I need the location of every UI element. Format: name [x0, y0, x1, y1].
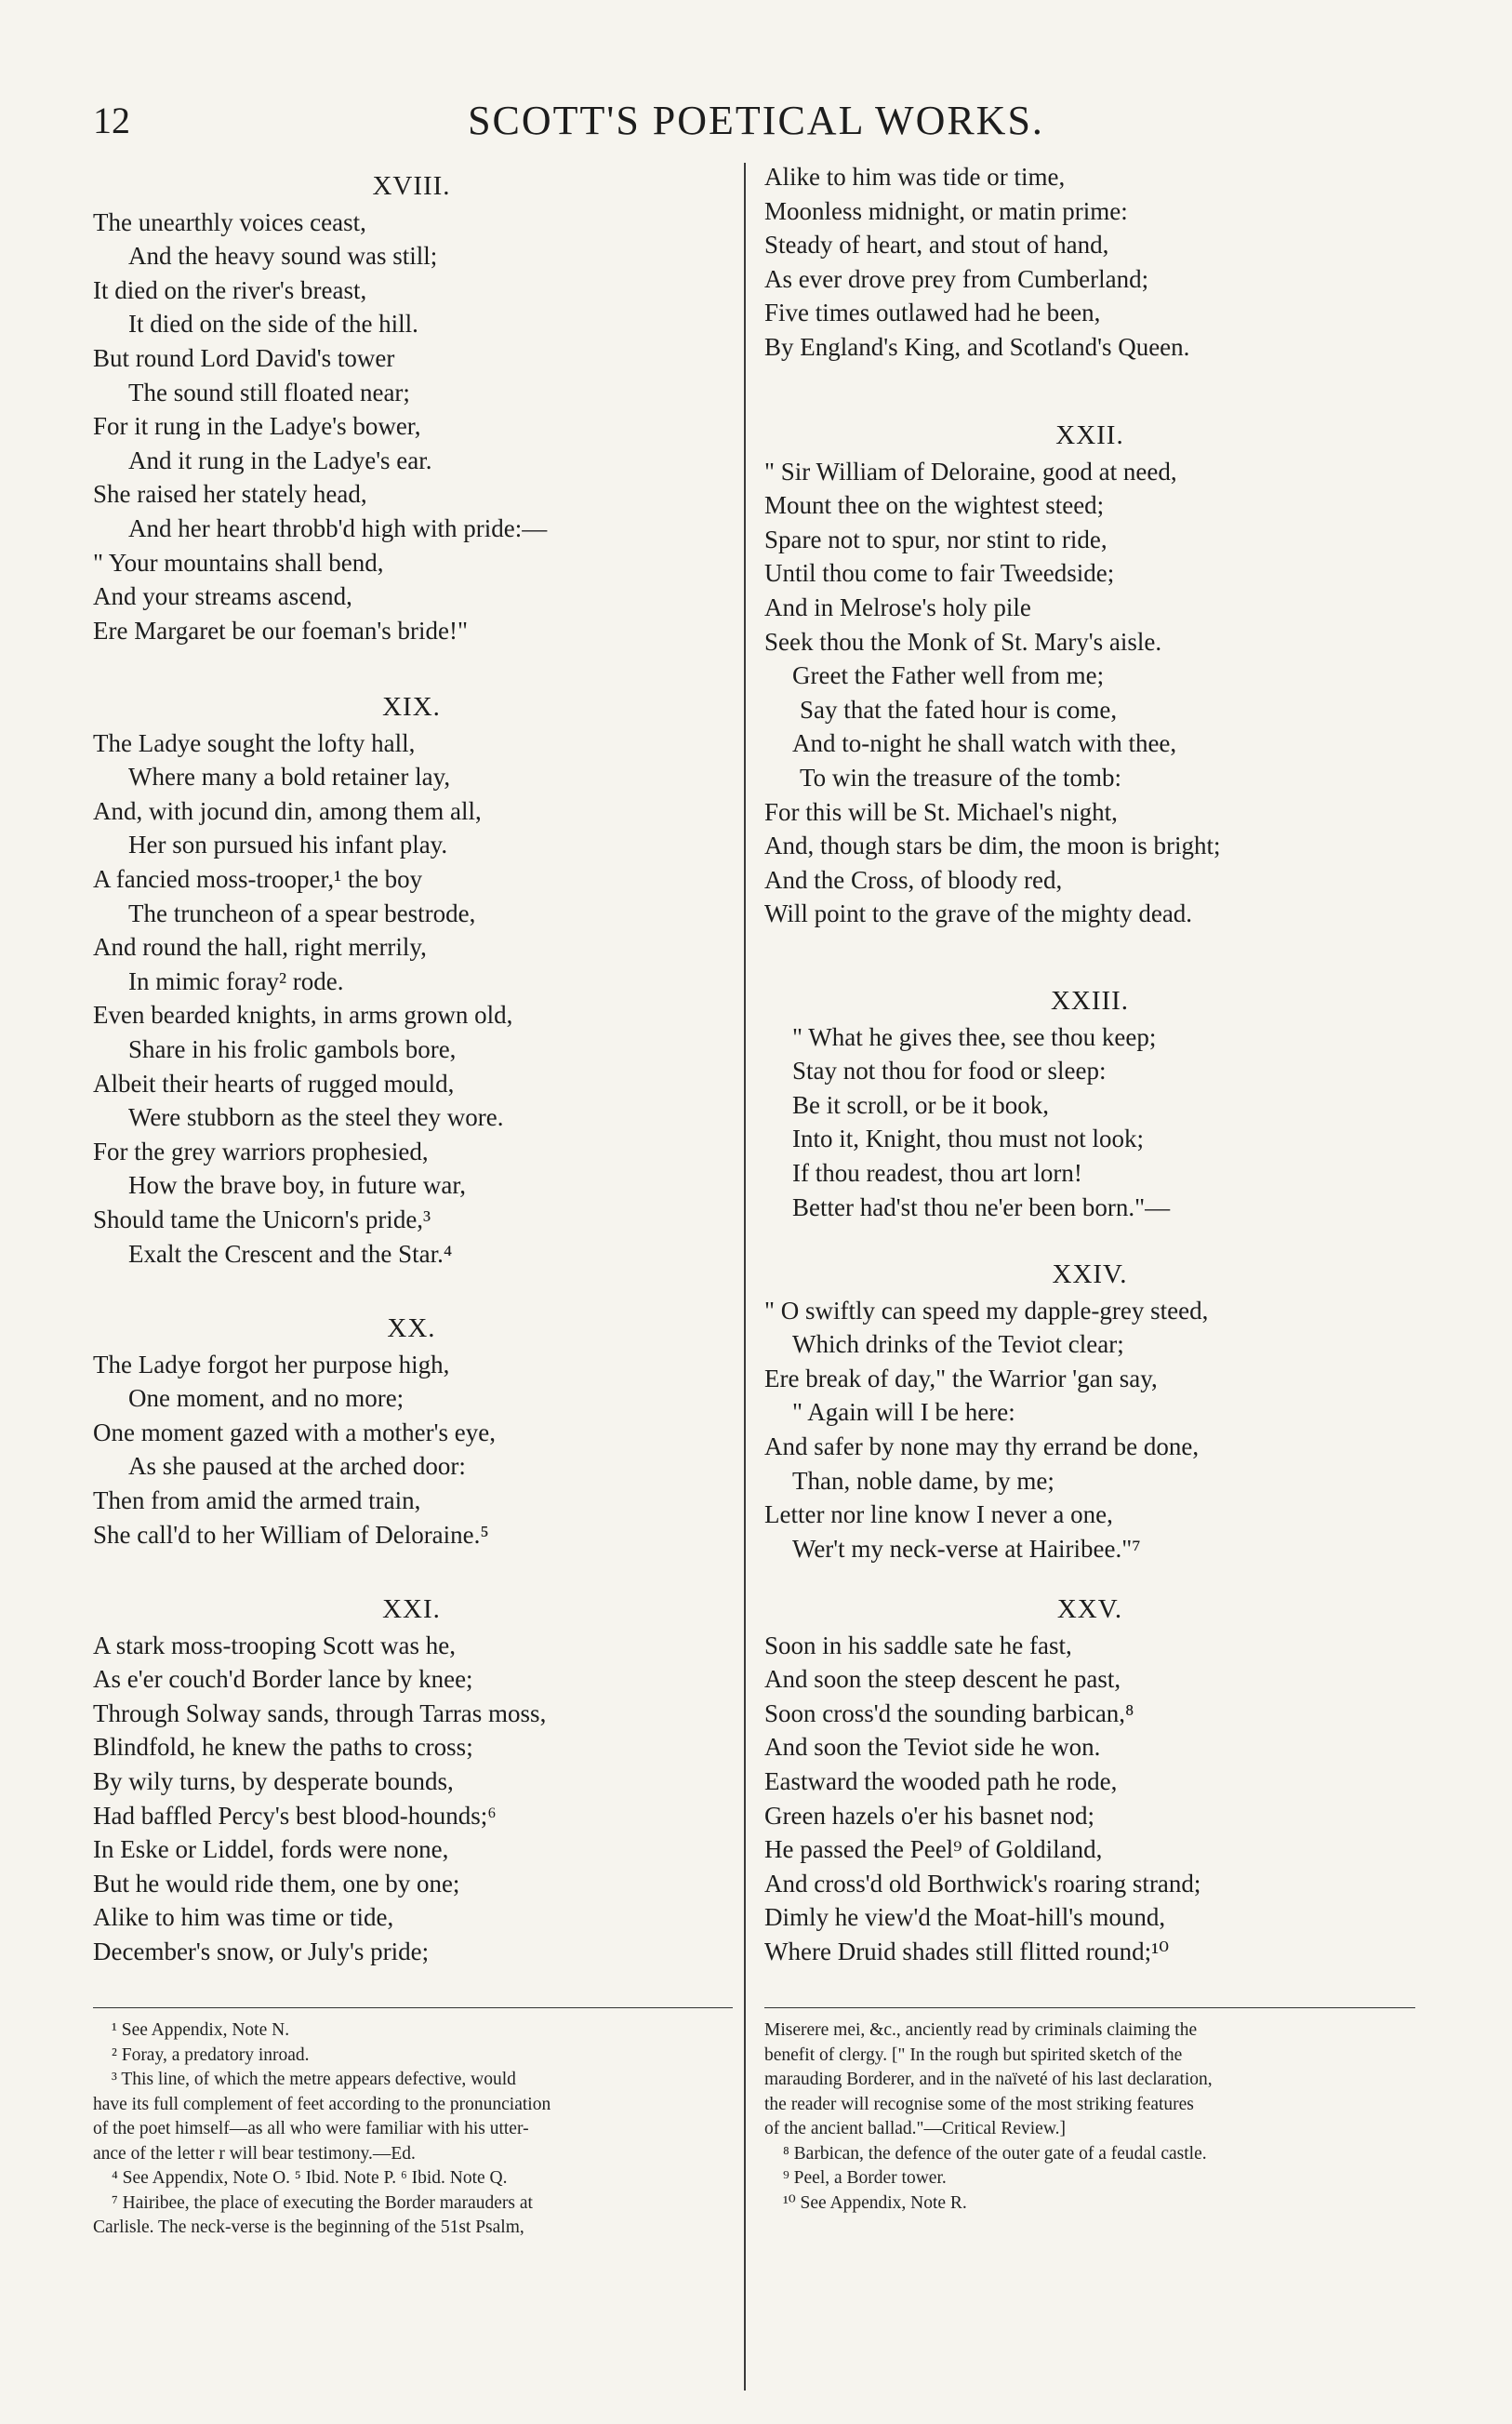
- page-number: 12: [93, 100, 130, 141]
- footnote-line: ⁷ Hairibee, the place of executing the Border marauders at: [112, 2192, 533, 2213]
- footnote-line: ¹⁰ See Appendix, Note R.: [783, 2192, 967, 2213]
- verse-line: Share in his frolic gambols bore,: [128, 1034, 457, 1063]
- verse-line: To win the treasure of the tomb:: [800, 763, 1122, 792]
- verse-line: And to-night he shall watch with thee,: [792, 729, 1177, 758]
- verse-line: Which drinks of the Teviot clear;: [792, 1330, 1124, 1359]
- verse-line: Into it, Knight, thou must not look;: [792, 1125, 1145, 1153]
- verse-line: And, though stars be dim, the moon is bright;: [764, 832, 1221, 860]
- verse-line: Better had'st thou ne'er been born."—: [792, 1192, 1171, 1221]
- verse-line: Be it scroll, or be it book,: [792, 1090, 1049, 1119]
- verse-line: Dimly he view'd the Moat-hill's mound,: [764, 1903, 1166, 1932]
- verse-line: Blindfold, he knew the paths to cross;: [93, 1733, 473, 1762]
- verse-line: Where many a bold retainer lay,: [128, 763, 451, 792]
- verse-line: Soon in his saddle sate he fast,: [764, 1631, 1072, 1659]
- verse-line: Exalt the Crescent and the Star.⁴: [128, 1239, 453, 1268]
- verse-line: In mimic foray² rode.: [128, 966, 344, 995]
- verse-line: Steady of heart, and stout of hand,: [764, 231, 1109, 260]
- stanza-number: XXV.: [1056, 1594, 1123, 1624]
- stanza-number: XXIV.: [1052, 1259, 1128, 1289]
- footnote-line: ² Foray, a predatory inroad.: [112, 2044, 310, 2065]
- verse-line: And the heavy sound was still;: [128, 242, 438, 271]
- stanza: [764, 1258, 1415, 1565]
- verse-line: Albeit their hearts of rugged mould,: [93, 1069, 455, 1098]
- verse-line: And her heart throbb'd high with pride:—: [128, 513, 548, 542]
- verse-line: Her son pursued his infant play.: [128, 831, 448, 859]
- verse-line: Spare not to spur, nor stint to ride,: [764, 525, 1107, 553]
- verse-line: A fancied moss-trooper,¹ the boy: [93, 864, 423, 893]
- verse-line: And the Cross, of bloody red,: [764, 865, 1063, 894]
- footnote-line: the reader will recognise some of the most striking features: [764, 2094, 1194, 2114]
- verse-line: As she paused at the arched door:: [128, 1452, 466, 1481]
- footnote-line: ⁹ Peel, a Border tower.: [783, 2168, 947, 2188]
- footnote-line: of the ancient ballad."—Critical Review.]: [764, 2119, 1066, 2138]
- verse-line: Were stubborn as the steel they wore.: [128, 1103, 504, 1132]
- stanza-number: XIX.: [382, 692, 441, 722]
- verse-line: The truncheon of a spear bestrode,: [128, 899, 476, 927]
- verse-line: By wily turns, by desperate bounds,: [93, 1766, 454, 1795]
- footnotes-left: [93, 2018, 735, 2241]
- verse-line: Moonless midnight, or matin prime:: [764, 196, 1128, 225]
- verse-line: One moment gazed with a mother's eye,: [93, 1418, 496, 1446]
- verse-line: Than, noble dame, by me;: [792, 1466, 1054, 1495]
- verse-line: " What he gives thee, see thou keep;: [792, 1022, 1157, 1051]
- footnote-rule-right: [764, 2007, 1415, 2008]
- verse-line: For it rung in the Ladye's bower,: [93, 412, 421, 441]
- verse-line: Green hazels o'er his basnet nod;: [764, 1801, 1094, 1830]
- footnote-line: ance of the letter r will bear testimony.—Ed.: [93, 2143, 416, 2164]
- verse-line: " O swiftly can speed my dapple-grey steed,: [764, 1296, 1209, 1325]
- footnote-line: benefit of clergy. [" In the rough but spirited sketch of the: [764, 2044, 1183, 2065]
- verse-line: Letter nor line know I never a one,: [764, 1500, 1113, 1529]
- footnote-line: Carlisle. The neck-verse is the beginning of the 51st Psalm,: [93, 2218, 524, 2237]
- verse-line: And soon the Teviot side he won.: [764, 1733, 1101, 1762]
- stanza: [764, 419, 1415, 931]
- footnote-rule-left: [93, 2007, 733, 2008]
- verse-line: One moment, and no more;: [128, 1384, 405, 1413]
- running-title: SCOTT'S POETICAL WORKS.: [468, 98, 1044, 143]
- verse-line: Greet the Father well from me;: [792, 661, 1105, 690]
- page-header: [0, 93, 1512, 149]
- verse-line: By England's King, and Scotland's Queen.: [764, 332, 1190, 361]
- verse-line: The unearthly voices ceast,: [93, 207, 366, 236]
- stanza: [764, 984, 1415, 1224]
- stanza-number: XXII.: [1055, 420, 1124, 450]
- stanza: [93, 1592, 730, 1969]
- verse-line: Stay not thou for food or sleep:: [792, 1057, 1107, 1085]
- verse-line: For the grey warriors prophesied,: [93, 1137, 429, 1165]
- stanza-number: XXI.: [382, 1594, 441, 1624]
- verse-line: Will point to the grave of the mighty dead.: [764, 899, 1193, 928]
- verse-line: " Your mountains shall bend,: [93, 548, 384, 577]
- stanza-number: XX.: [387, 1313, 436, 1343]
- verse-line: Seek thou the Monk of St. Mary's aisle.: [764, 627, 1162, 656]
- verse-line: But he would ride them, one by one;: [93, 1869, 460, 1898]
- verse-line: Through Solway sands, through Tarras moss,: [93, 1698, 547, 1727]
- verse-line: And, with jocund din, among them all,: [93, 796, 482, 825]
- verse-line: She raised her stately head,: [93, 480, 367, 509]
- verse-line: Eastward the wooded path he rode,: [764, 1766, 1118, 1795]
- verse-line: For this will be St. Michael's night,: [764, 797, 1118, 826]
- verse-line: Mount thee on the wightest steed;: [764, 491, 1105, 520]
- verse-line: And safer by none may thy errand be done,: [764, 1432, 1200, 1460]
- verse-line: A stark moss-trooping Scott was he,: [93, 1631, 456, 1659]
- verse-line: The Ladye forgot her purpose high,: [93, 1350, 450, 1378]
- verse-line: He passed the Peel⁹ of Goldiland,: [764, 1835, 1103, 1864]
- verse-line: And cross'd old Borthwick's roaring strand;: [764, 1869, 1201, 1898]
- footnote-line: ⁸ Barbican, the defence of the outer gate of a feudal castle.: [783, 2143, 1207, 2164]
- verse-line: As ever drove prey from Cumberland;: [764, 264, 1149, 293]
- footnote-line: have its full complement of feet according to the pronunciation: [93, 2094, 551, 2114]
- verse-line: In Eske or Liddel, fords were none,: [93, 1835, 449, 1864]
- verse-line: Then from amid the armed train,: [93, 1485, 421, 1514]
- footnote-line: marauding Borderer, and in the naïveté of his last declaration,: [764, 2070, 1213, 2089]
- verse-line: Say that the fated hour is come,: [800, 695, 1118, 724]
- verse-line: It died on the side of the hill.: [128, 310, 418, 339]
- verse-line: And in Melrose's holy pile: [764, 593, 1031, 621]
- verse-line: How the brave boy, in future war,: [128, 1171, 467, 1200]
- verse-line: Even bearded knights, in arms grown old,: [93, 1001, 513, 1030]
- footnote-line: ¹ See Appendix, Note N.: [112, 2020, 290, 2040]
- verse-line: And it rung in the Ladye's ear.: [128, 446, 432, 474]
- stanza: [93, 1312, 730, 1552]
- verse-line: " Sir William of Deloraine, good at need,: [764, 457, 1177, 486]
- footnote-line: ³ This line, of which the metre appears defective, would: [112, 2070, 516, 2089]
- verse-line: The sound still floated near;: [128, 378, 410, 406]
- verse-line: Wer't my neck-verse at Hairibee."⁷: [792, 1534, 1141, 1563]
- verse-line: The Ladye sought the lofty hall,: [93, 728, 416, 757]
- verse-line: Until thou come to fair Tweedside;: [764, 559, 1115, 588]
- stanza: [93, 169, 730, 647]
- verse-line: Ere break of day," the Warrior 'gan say,: [764, 1364, 1158, 1392]
- verse-line: And soon the steep descent he past,: [764, 1665, 1121, 1694]
- column-divider: [744, 163, 746, 2391]
- verse-line: Ere Margaret be our foeman's bride!": [93, 616, 468, 645]
- verse-line: Where Druid shades still flitted round;¹⁰: [764, 1937, 1170, 1965]
- verse-line: Five times outlawed had he been,: [764, 299, 1101, 327]
- footnote-line: of the poet himself—as all who were familiar with his utter-: [93, 2119, 529, 2138]
- verse-line: December's snow, or July's pride;: [93, 1937, 430, 1965]
- footnote-line: ⁴ See Appendix, Note O. ⁵ Ibid. Note P. ⁶ Ibid. Note Q.: [112, 2168, 508, 2188]
- verse-line: Alike to him was time or tide,: [93, 1903, 394, 1932]
- verse-line: And round the hall, right merrily,: [93, 933, 427, 962]
- verse-line: It died on the river's breast,: [93, 275, 367, 304]
- verse-line: And your streams ascend,: [93, 582, 352, 611]
- verse-line: But round Lord David's tower: [93, 343, 395, 372]
- stanza: [764, 160, 1415, 365]
- stanza: [764, 1592, 1415, 1969]
- footnote-line: Miserere mei, &c., anciently read by criminals claiming the: [764, 2020, 1198, 2040]
- verse-line: Soon cross'd the sounding barbican,⁸: [764, 1698, 1134, 1727]
- verse-line: Should tame the Unicorn's pride,³: [93, 1205, 431, 1233]
- verse-line: Had baffled Percy's best blood-hounds;⁶: [93, 1801, 497, 1830]
- stanza-number: XXIII.: [1050, 986, 1130, 1016]
- verse-line: " Again will I be here:: [792, 1398, 1015, 1427]
- stanza: [93, 690, 730, 1271]
- verse-line: If thou readest, thou art lorn!: [792, 1158, 1082, 1187]
- footnotes-right: [764, 2018, 1415, 2216]
- verse-line: She call'd to her William of Deloraine.⁵: [93, 1520, 489, 1549]
- verse-line: As e'er couch'd Border lance by knee;: [93, 1665, 473, 1694]
- verse-line: Alike to him was tide or time,: [764, 163, 1066, 191]
- stanza-number: XVIII.: [372, 171, 451, 201]
